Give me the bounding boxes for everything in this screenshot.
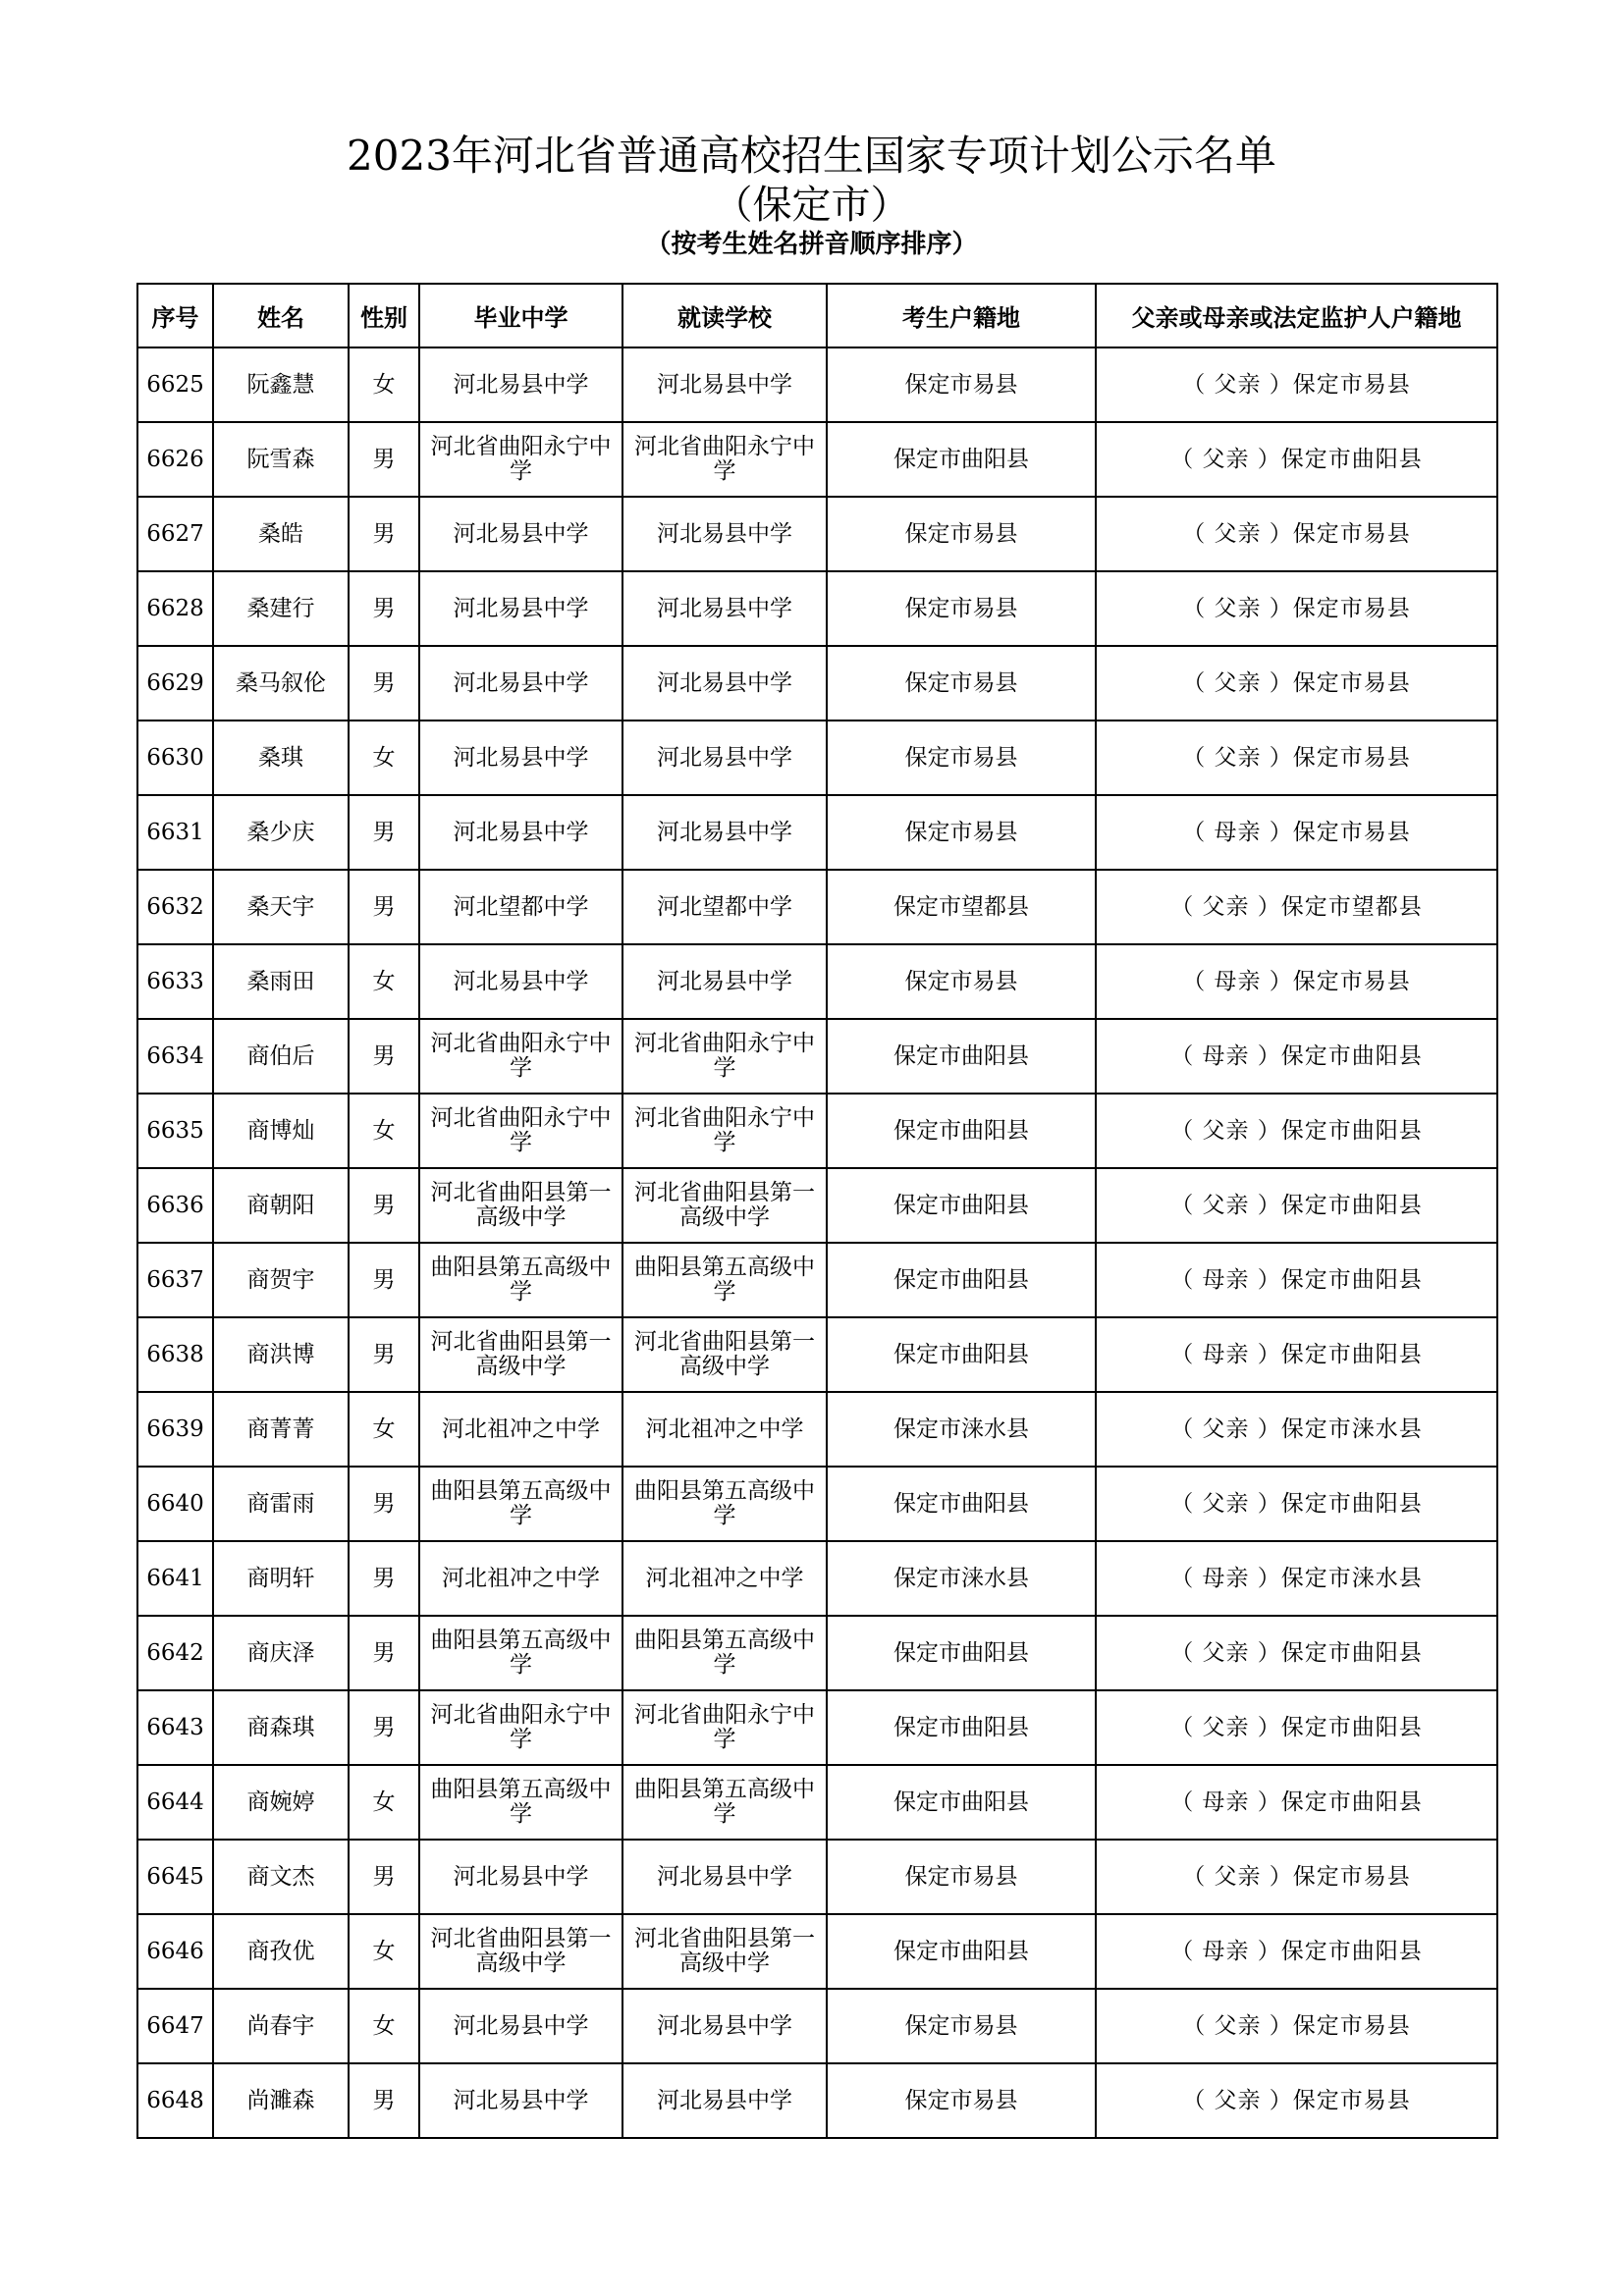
table-row [137,1989,1497,2063]
student-residence-cell: 保定市曲阳县 [827,1616,1096,1690]
current-school-cell: 河北易县中学 [622,721,827,795]
gender-cell: 男 [349,1243,419,1317]
current-school-cell: 河北易县中学 [622,2063,827,2138]
table-row [137,1616,1497,1690]
gender-cell: 女 [349,1989,419,2063]
name-cell: 桑少庆 [213,795,349,870]
page-subtitle-city: （保定市） [713,183,910,228]
student-residence-cell: 保定市曲阳县 [827,1317,1096,1392]
student-residence-cell: 保定市易县 [827,795,1096,870]
gender-cell: 男 [349,1317,419,1392]
current-school-cell: 河北祖冲之中学 [622,1541,827,1616]
name-cell: 商伯后 [213,1019,349,1094]
student-residence-cell: 保定市曲阳县 [827,1690,1096,1765]
table-row [137,646,1497,721]
graduate-school-cell: 曲阳县第五高级中学 [419,1765,622,1840]
graduate-school-cell: 河北易县中学 [419,1989,622,2063]
name-cell: 商孜优 [213,1914,349,1989]
guardian-residence-cell: （ 母亲 ）保定市易县 [1096,944,1497,1019]
name-cell: 商文杰 [213,1840,349,1914]
graduate-school-cell: 河北省曲阳永宁中学 [419,1019,622,1094]
student-residence-cell: 保定市曲阳县 [827,1243,1096,1317]
header-seq: 序号 [137,284,213,347]
seq-cell: 6630 [137,721,213,795]
name-cell: 商庆泽 [213,1616,349,1690]
table-row [137,497,1497,571]
guardian-residence-cell: （ 父亲 ）保定市曲阳县 [1096,1094,1497,1168]
graduate-school-cell: 河北易县中学 [419,646,622,721]
seq-cell: 6629 [137,646,213,721]
current-school-cell: 曲阳县第五高级中学 [622,1243,827,1317]
name-cell: 商洪博 [213,1317,349,1392]
gender-cell: 男 [349,795,419,870]
graduate-school-cell: 河北易县中学 [419,1840,622,1914]
name-cell: 桑马叙伦 [213,646,349,721]
graduate-school-cell: 河北易县中学 [419,571,622,646]
student-residence-cell: 保定市易县 [827,646,1096,721]
guardian-residence-cell: （ 母亲 ）保定市曲阳县 [1096,1243,1497,1317]
name-cell: 商雷雨 [213,1467,349,1541]
table-row [137,870,1497,944]
graduate-school-cell: 河北易县中学 [419,944,622,1019]
header-student-residence: 考生户籍地 [827,284,1096,347]
name-cell: 商婉婷 [213,1765,349,1840]
gender-cell: 男 [349,571,419,646]
student-residence-cell: 保定市易县 [827,1840,1096,1914]
guardian-residence-cell: （ 父亲 ）保定市易县 [1096,2063,1497,2138]
table-row [137,1094,1497,1168]
name-cell: 尚濉森 [213,2063,349,2138]
graduate-school-cell: 河北易县中学 [419,347,622,422]
seq-cell: 6634 [137,1019,213,1094]
student-residence-cell: 保定市曲阳县 [827,1019,1096,1094]
student-residence-cell: 保定市易县 [827,2063,1096,2138]
gender-cell: 女 [349,1094,419,1168]
graduate-school-cell: 河北易县中学 [419,795,622,870]
table-row [137,795,1497,870]
current-school-cell: 河北省曲阳永宁中学 [622,1094,827,1168]
gender-cell: 男 [349,870,419,944]
seq-cell: 6631 [137,795,213,870]
seq-cell: 6640 [137,1467,213,1541]
student-residence-cell: 保定市易县 [827,944,1096,1019]
gender-cell: 男 [349,1690,419,1765]
gender-cell: 男 [349,1168,419,1243]
name-cell: 商朝阳 [213,1168,349,1243]
header-gender: 性别 [349,284,419,347]
gender-cell: 女 [349,347,419,422]
student-residence-cell: 保定市曲阳县 [827,1094,1096,1168]
name-cell: 桑建行 [213,571,349,646]
current-school-cell: 河北省曲阳永宁中学 [622,1019,827,1094]
gender-cell: 男 [349,1616,419,1690]
graduate-school-cell: 河北省曲阳县第一高级中学 [419,1168,622,1243]
seq-cell: 6637 [137,1243,213,1317]
gender-cell: 男 [349,2063,419,2138]
graduate-school-cell: 河北省曲阳县第一高级中学 [419,1914,622,1989]
page-title: 2023年河北省普通高校招生国家专项计划公示名单 [347,132,1276,180]
current-school-cell: 曲阳县第五高级中学 [622,1765,827,1840]
student-residence-cell: 保定市曲阳县 [827,1765,1096,1840]
name-cell: 桑琪 [213,721,349,795]
gender-cell: 男 [349,646,419,721]
graduate-school-cell: 河北易县中学 [419,721,622,795]
seq-cell: 6626 [137,422,213,497]
table-body [137,347,1497,2138]
gender-cell: 男 [349,1467,419,1541]
graduate-school-cell: 河北祖冲之中学 [419,1541,622,1616]
seq-cell: 6625 [137,347,213,422]
current-school-cell: 河北易县中学 [622,795,827,870]
seq-cell: 6628 [137,571,213,646]
current-school-cell: 河北易县中学 [622,646,827,721]
table-row [137,1690,1497,1765]
graduate-school-cell: 河北省曲阳县第一高级中学 [419,1317,622,1392]
table-row [137,1168,1497,1243]
student-residence-cell: 保定市曲阳县 [827,422,1096,497]
current-school-cell: 河北望都中学 [622,870,827,944]
table-row [137,1243,1497,1317]
guardian-residence-cell: （ 父亲 ）保定市易县 [1096,1989,1497,2063]
student-residence-cell: 保定市涞水县 [827,1541,1096,1616]
seq-cell: 6643 [137,1690,213,1765]
name-cell: 商森琪 [213,1690,349,1765]
seq-cell: 6627 [137,497,213,571]
current-school-cell: 河北省曲阳永宁中学 [622,422,827,497]
current-school-cell: 河北易县中学 [622,944,827,1019]
seq-cell: 6645 [137,1840,213,1914]
guardian-residence-cell: （ 父亲 ）保定市易县 [1096,721,1497,795]
student-residence-cell: 保定市易县 [827,721,1096,795]
guardian-residence-cell: （ 父亲 ）保定市曲阳县 [1096,422,1497,497]
table-row [137,1765,1497,1840]
student-residence-cell: 保定市易县 [827,571,1096,646]
seq-cell: 6635 [137,1094,213,1168]
seq-cell: 6644 [137,1765,213,1840]
current-school-cell: 河北易县中学 [622,347,827,422]
roster-table [136,283,1498,2139]
table-row [137,1914,1497,1989]
name-cell: 商贺宇 [213,1243,349,1317]
student-residence-cell: 保定市曲阳县 [827,1467,1096,1541]
seq-cell: 6632 [137,870,213,944]
student-residence-cell: 保定市曲阳县 [827,1914,1096,1989]
graduate-school-cell: 河北易县中学 [419,497,622,571]
name-cell: 商菁菁 [213,1392,349,1467]
guardian-residence-cell: （ 父亲 ）保定市曲阳县 [1096,1168,1497,1243]
page-subtitle-sort-note: （按考生姓名拼音顺序排序） [645,230,978,259]
header-graduate-school: 毕业中学 [419,284,622,347]
header-guardian-residence: 父亲或母亲或法定监护人户籍地 [1096,284,1497,347]
current-school-cell: 河北易县中学 [622,1840,827,1914]
current-school-cell: 河北易县中学 [622,1989,827,2063]
guardian-residence-cell: （ 父亲 ）保定市易县 [1096,1840,1497,1914]
seq-cell: 6636 [137,1168,213,1243]
graduate-school-cell: 曲阳县第五高级中学 [419,1467,622,1541]
gender-cell: 女 [349,1914,419,1989]
seq-cell: 6638 [137,1317,213,1392]
guardian-residence-cell: （ 父亲 ）保定市易县 [1096,571,1497,646]
current-school-cell: 河北易县中学 [622,571,827,646]
guardian-residence-cell: （ 母亲 ）保定市涞水县 [1096,1541,1497,1616]
graduate-school-cell: 河北省曲阳永宁中学 [419,422,622,497]
gender-cell: 男 [349,1541,419,1616]
student-residence-cell: 保定市易县 [827,347,1096,422]
student-residence-cell: 保定市曲阳县 [827,1168,1096,1243]
seq-cell: 6648 [137,2063,213,2138]
gender-cell: 女 [349,1765,419,1840]
gender-cell: 男 [349,1840,419,1914]
table-row [137,2063,1497,2138]
table-row [137,1019,1497,1094]
graduate-school-cell: 河北望都中学 [419,870,622,944]
current-school-cell: 河北易县中学 [622,497,827,571]
table-row [137,347,1497,422]
guardian-residence-cell: （ 母亲 ）保定市曲阳县 [1096,1019,1497,1094]
gender-cell: 女 [349,1392,419,1467]
table-header [137,284,1497,347]
gender-cell: 男 [349,497,419,571]
graduate-school-cell: 曲阳县第五高级中学 [419,1243,622,1317]
name-cell: 商博灿 [213,1094,349,1168]
table-header-row [137,284,1497,347]
guardian-residence-cell: （ 父亲 ）保定市望都县 [1096,870,1497,944]
header-current-school: 就读学校 [622,284,827,347]
name-cell: 桑皓 [213,497,349,571]
graduate-school-cell: 河北易县中学 [419,2063,622,2138]
guardian-residence-cell: （ 父亲 ）保定市曲阳县 [1096,1467,1497,1541]
seq-cell: 6641 [137,1541,213,1616]
guardian-residence-cell: （ 父亲 ）保定市易县 [1096,646,1497,721]
gender-cell: 男 [349,422,419,497]
table-row [137,1541,1497,1616]
table-row [137,1467,1497,1541]
gender-cell: 男 [349,1019,419,1094]
guardian-residence-cell: （ 母亲 ）保定市易县 [1096,795,1497,870]
table-row [137,1840,1497,1914]
guardian-residence-cell: （ 父亲 ）保定市易县 [1096,497,1497,571]
header-name: 姓名 [213,284,349,347]
current-school-cell: 曲阳县第五高级中学 [622,1616,827,1690]
table-row [137,944,1497,1019]
gender-cell: 女 [349,944,419,1019]
guardian-residence-cell: （ 母亲 ）保定市曲阳县 [1096,1765,1497,1840]
student-residence-cell: 保定市易县 [827,497,1096,571]
seq-cell: 6646 [137,1914,213,1989]
current-school-cell: 曲阳县第五高级中学 [622,1467,827,1541]
current-school-cell: 河北省曲阳县第一高级中学 [622,1168,827,1243]
seq-cell: 6647 [137,1989,213,2063]
graduate-school-cell: 曲阳县第五高级中学 [419,1616,622,1690]
table-row [137,422,1497,497]
guardian-residence-cell: （ 父亲 ）保定市曲阳县 [1096,1616,1497,1690]
guardian-residence-cell: （ 父亲 ）保定市曲阳县 [1096,1690,1497,1765]
guardian-residence-cell: （ 父亲 ）保定市易县 [1096,347,1497,422]
name-cell: 桑天宇 [213,870,349,944]
graduate-school-cell: 河北省曲阳永宁中学 [419,1094,622,1168]
graduate-school-cell: 河北祖冲之中学 [419,1392,622,1467]
guardian-residence-cell: （ 母亲 ）保定市曲阳县 [1096,1914,1497,1989]
guardian-residence-cell: （ 母亲 ）保定市曲阳县 [1096,1317,1497,1392]
name-cell: 商明轩 [213,1541,349,1616]
student-residence-cell: 保定市涞水县 [827,1392,1096,1467]
current-school-cell: 河北省曲阳县第一高级中学 [622,1317,827,1392]
guardian-residence-cell: （ 父亲 ）保定市涞水县 [1096,1392,1497,1467]
student-residence-cell: 保定市易县 [827,1989,1096,2063]
current-school-cell: 河北祖冲之中学 [622,1392,827,1467]
gender-cell: 女 [349,721,419,795]
current-school-cell: 河北省曲阳永宁中学 [622,1690,827,1765]
table-row [137,1392,1497,1467]
name-cell: 尚春宇 [213,1989,349,2063]
student-residence-cell: 保定市望都县 [827,870,1096,944]
graduate-school-cell: 河北省曲阳永宁中学 [419,1690,622,1765]
seq-cell: 6639 [137,1392,213,1467]
table-row [137,1317,1497,1392]
table-row [137,721,1497,795]
name-cell: 阮雪森 [213,422,349,497]
table-row [137,571,1497,646]
name-cell: 阮鑫慧 [213,347,349,422]
name-cell: 桑雨田 [213,944,349,1019]
seq-cell: 6642 [137,1616,213,1690]
current-school-cell: 河北省曲阳县第一高级中学 [622,1914,827,1989]
seq-cell: 6633 [137,944,213,1019]
